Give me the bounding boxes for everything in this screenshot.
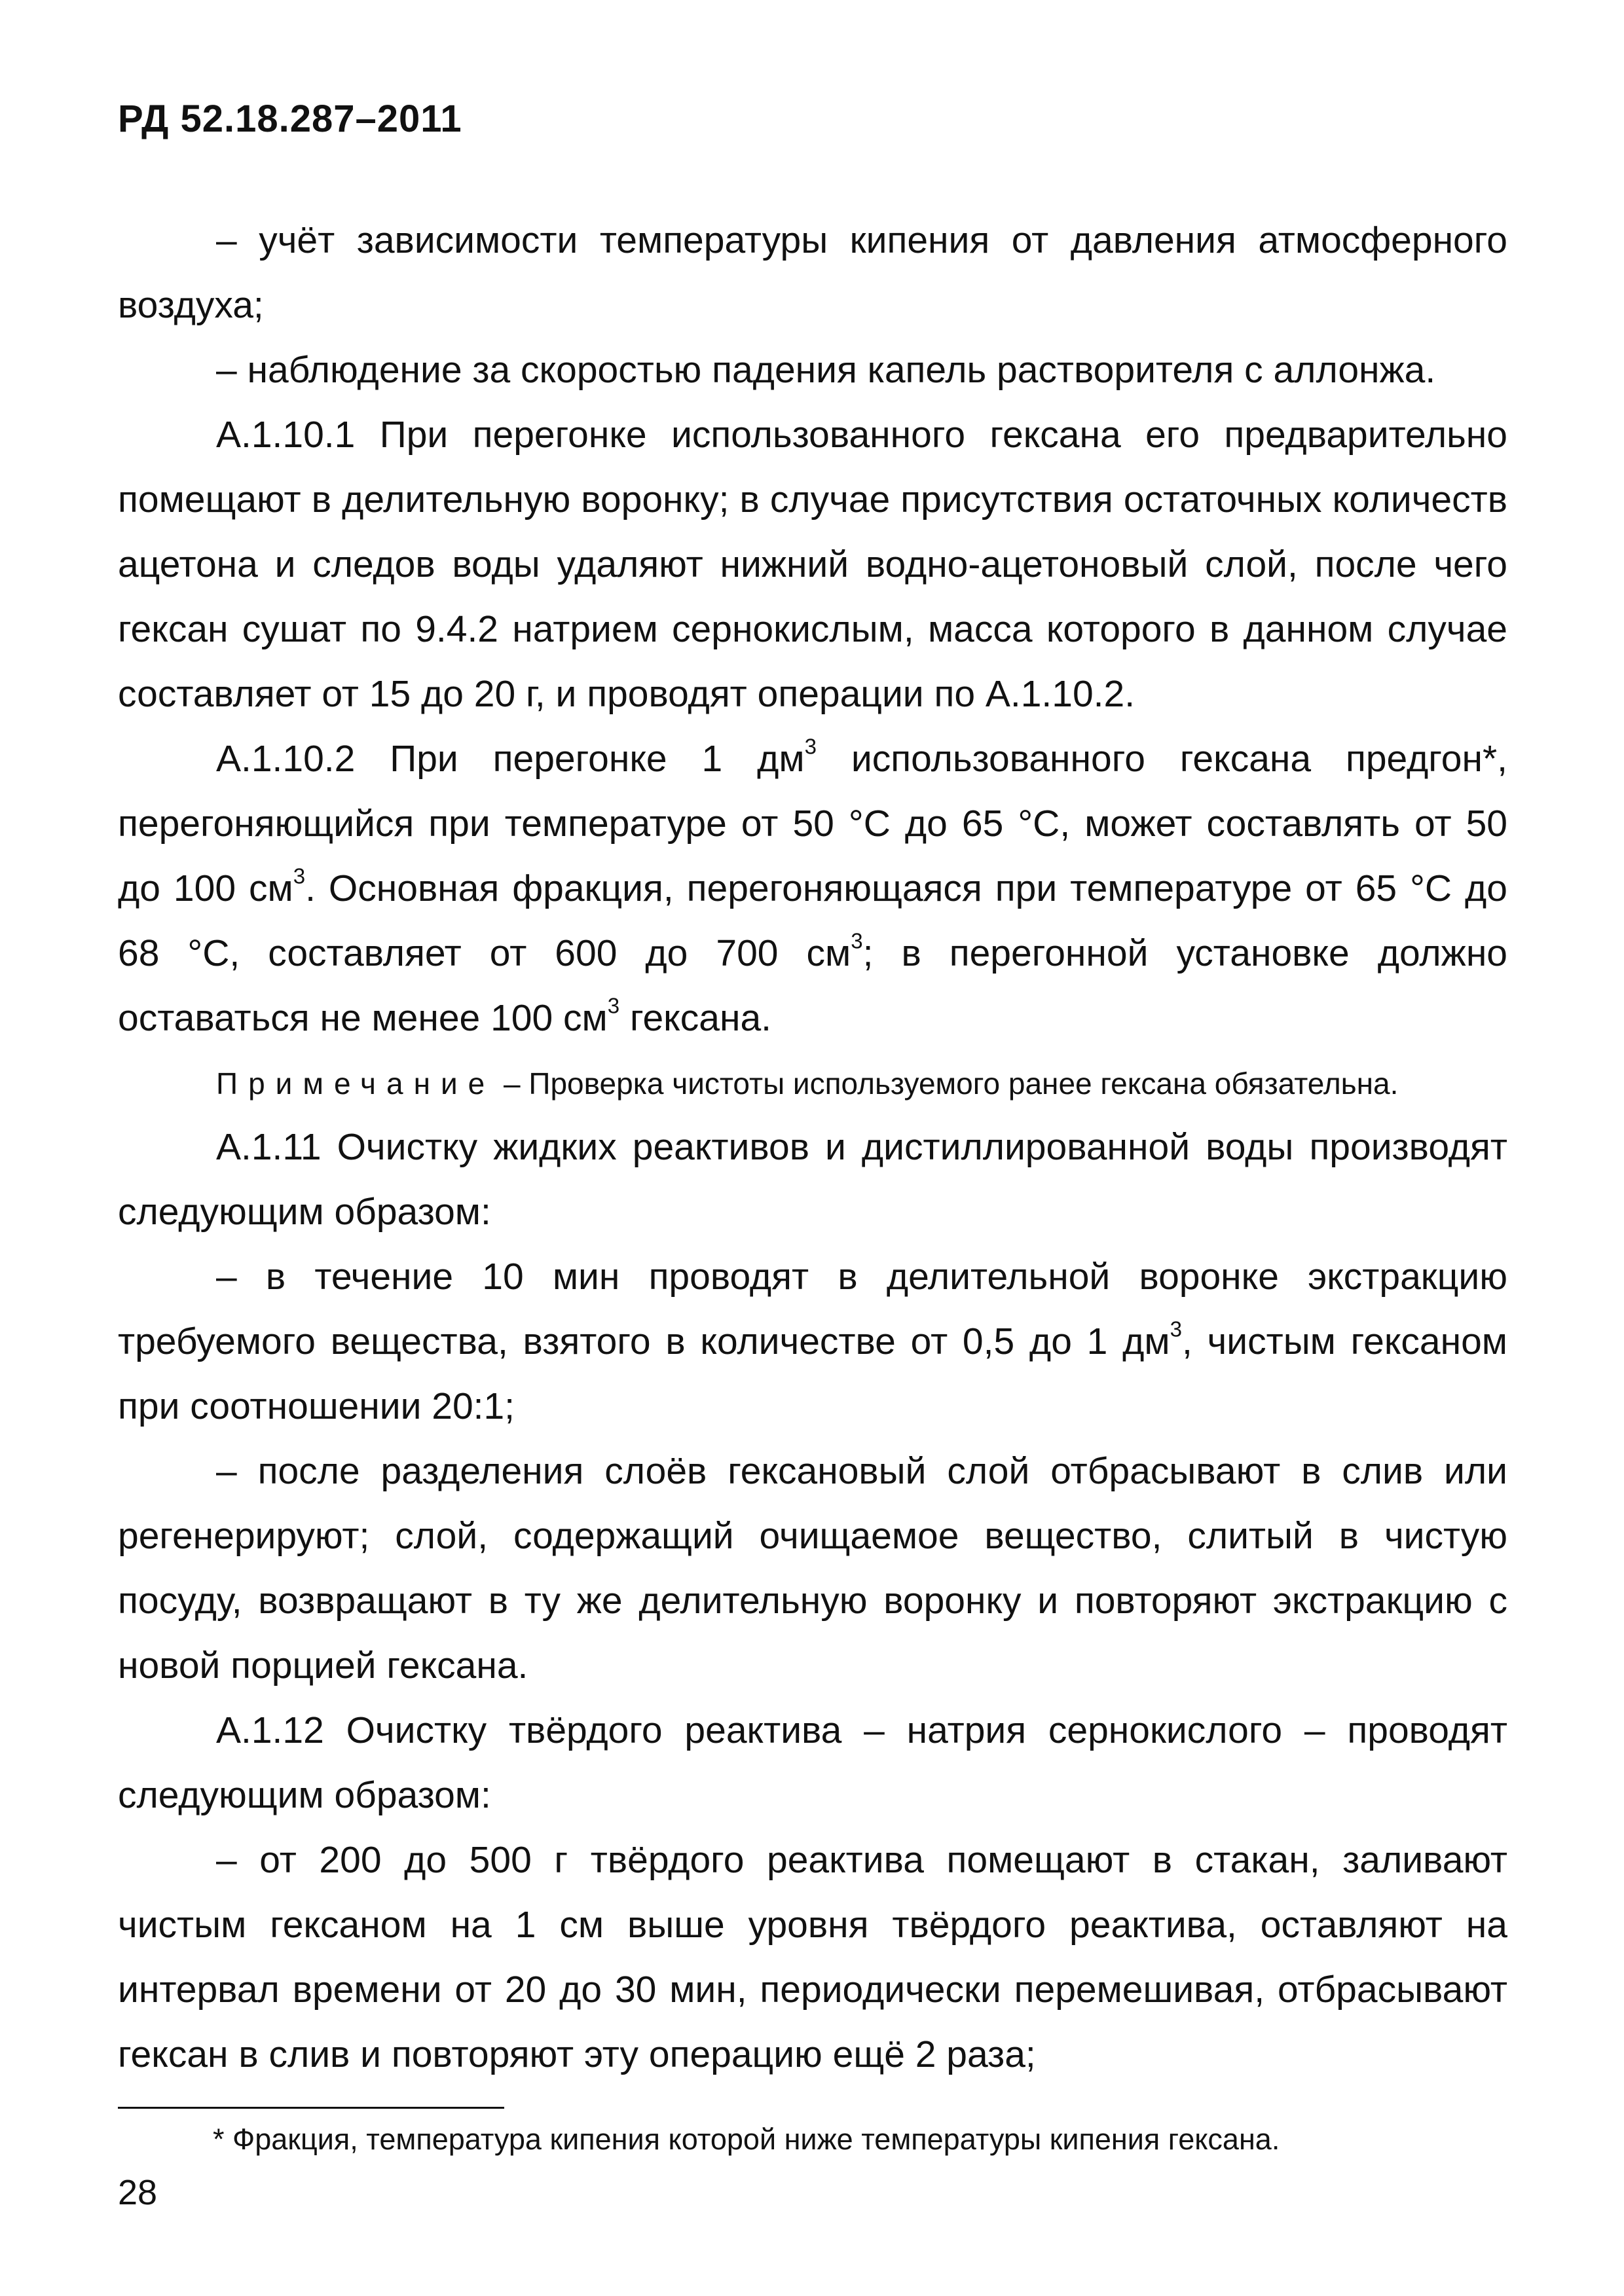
superscript: 3	[804, 735, 817, 759]
paragraph-text: использованного гексана предгон*, перегоняющийся при температуре от 50 °С до 65 °С, может составлять от 50 до 100 см	[118, 738, 1507, 909]
paragraph-text: гексана.	[619, 997, 771, 1039]
paragraph-text: . Основная фракция, перегоняющаяся при температуре от 65 °С до 68 °С, составляет от 600 до 700 см	[118, 867, 1507, 974]
superscript: 3	[851, 929, 863, 954]
list-item-boiling-dependence: – учёт зависимости температуры кипения от давления атмосферного воздуха;	[118, 219, 1507, 326]
page-number: 28	[118, 2173, 158, 2212]
superscript: 3	[607, 994, 620, 1019]
list-item-solid-reagent: – от 200 до 500 г твёрдого реактива помещают в стакан, заливают чистым гексаном на 1 см выше уровня твёрдого реактива, оставляют на интервал времени от 20 до 30 мин, периодически перемешивая, отбрасывают гексан в слив и повторяют эту операцию ещё 2 раза;	[118, 1839, 1507, 2075]
footnote: * Фракция, температура кипения которой ниже температуры кипения гексана.	[213, 2123, 1280, 2156]
superscript: 3	[1170, 1317, 1182, 1342]
note-label: Примечание	[216, 1066, 496, 1101]
list-item-extraction	[118, 1245, 1507, 1439]
paragraph-text: А.1.10.2 При перегонке 1 дм	[216, 738, 805, 780]
paragraph-text: ; в перегонной установке должно оставаться не менее 100 см	[118, 932, 1507, 1039]
paragraph-a-1-12: А.1.12 Очистку твёрдого реактива – натрия сернокислого – проводят следующим образом:	[118, 1709, 1507, 1816]
paragraph-a-1-10-1: А.1.10.1 При перегонке использованного гексана его предварительно помещают в делительную воронку; в случае присутствия остаточных количеств ацетона и следов воды удаляют нижний водно-ацетоновый слой, после чего гексан сушат по 9.4.2 натрием сернокислым, масса которого в данном случае составляет от 15 до 20 г, и проводят операции по А.1.10.2.	[118, 414, 1507, 715]
paragraph-a-1-11: А.1.11 Очистку жидких реактивов и дистиллированной воды производят следующим образом:	[118, 1126, 1507, 1233]
note-text: – Проверка чистоты используемого ранее гексана обязательна.	[495, 1066, 1399, 1101]
superscript: 3	[293, 864, 306, 889]
document-code-header: РД 52.18.287–2011	[118, 98, 462, 140]
footnote-separator	[118, 2107, 504, 2109]
paragraph-a-1-10-2	[118, 727, 1507, 1051]
paragraph-text: – в течение 10 мин проводят в делительной воронке экстракцию требуемого вещества, взятого в количестве от 0,5 до 1 дм	[118, 1256, 1507, 1362]
list-item-layer-separation: – после разделения слоёв гексановый слой отбрасывают в слив или регенерируют; слой, содержащий очищаемое вещество, слитый в чистую посуду, возвращают в ту же делительную воронку и повторяют экстракцию с новой порцией гексана.	[118, 1450, 1507, 1686]
document-body	[118, 208, 1507, 2087]
paragraph-text: , чистым гексаном при соотношении 20:1;	[118, 1321, 1507, 1427]
list-item-drop-rate: – наблюдение за скоростью падения капель растворителя с аллонжа.	[216, 349, 1436, 391]
note-paragraph	[118, 1059, 1507, 1108]
